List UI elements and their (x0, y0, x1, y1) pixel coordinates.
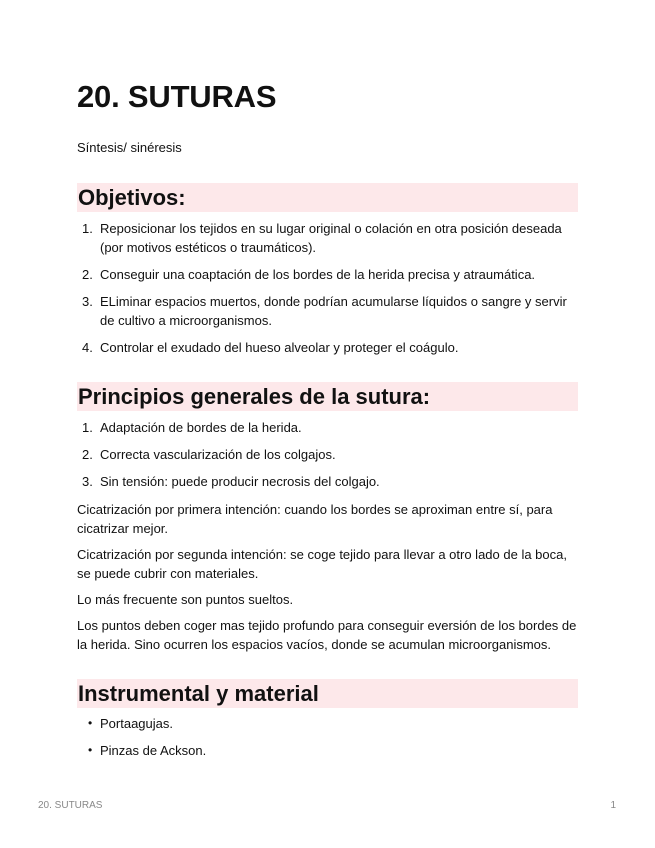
footer-page-number: 1 (610, 800, 616, 811)
list-marker: 4. (82, 340, 93, 355)
list-marker: 1. (82, 420, 93, 435)
page-title: 20. SUTURAS (77, 79, 277, 114)
list-item-text: Reposicionar los tejidos en su lugar original o colación en otra posición deseada (por motivos estéticos o traumáticos). (100, 221, 562, 255)
list-marker: 2. (82, 447, 93, 462)
list-item (77, 418, 578, 437)
list-item (77, 219, 578, 257)
principios-list (77, 418, 578, 499)
list-item (77, 741, 578, 760)
list-item-text: Portaagujas. (100, 716, 173, 731)
list-item-text: Correcta vascularización de los colgajos. (100, 447, 336, 462)
section-heading-principios: Principios generales de la sutura: (77, 382, 578, 411)
list-item (77, 714, 578, 733)
list-item-text: Pinzas de Ackson. (100, 743, 207, 758)
list-item (77, 292, 578, 330)
list-item-text: Conseguir una coaptación de los bordes de la herida precisa y atraumática. (100, 267, 536, 282)
paragraph-tejido-profundo: Los puntos deben coger mas tejido profundo para conseguir eversión de los bordes de la herida. Sino ocurren los espacios vacíos, donde se acumulan microorganismos. (77, 618, 577, 652)
list-marker: 3. (82, 294, 93, 309)
list-marker: 1. (82, 221, 93, 236)
list-marker: 2. (82, 267, 93, 282)
list-item-text: ELiminar espacios muertos, donde podrían acumularse líquidos o sangre y servir de cultivo a microorganismos. (100, 294, 567, 328)
paragraph-segunda-intencion: Cicatrización por segunda intención: se coge tejido para llevar a otro lado de la boca, se puede cubrir con materiales. (77, 547, 567, 581)
bullet-marker: • (88, 743, 93, 757)
list-marker: 3. (82, 474, 93, 489)
list-item (77, 445, 578, 464)
paragraph-puntos-sueltos: Lo más frecuente son puntos sueltos. (77, 592, 294, 607)
page-subtitle: Síntesis/ sinéresis (77, 140, 182, 155)
section-heading-instrumental: Instrumental y material (77, 679, 578, 708)
list-item-text: Controlar el exudado del hueso alveolar y proteger el coágulo. (100, 340, 459, 355)
instrumental-list (77, 714, 578, 768)
list-item (77, 472, 578, 491)
objetivos-list (77, 219, 578, 365)
bullet-marker: • (88, 716, 93, 730)
paragraph-primera-intencion: Cicatrización por primera intención: cuando los bordes se aproximan entre sí, para cicatrizar mejor. (77, 502, 553, 536)
list-item-text: Adaptación de bordes de la herida. (100, 420, 302, 435)
list-item-text: Sin tensión: puede producir necrosis del colgajo. (100, 474, 380, 489)
footer-title: 20. SUTURAS (38, 800, 103, 811)
section-heading-objetivos: Objetivos: (77, 183, 578, 212)
list-item (77, 338, 578, 357)
list-item (77, 265, 578, 284)
